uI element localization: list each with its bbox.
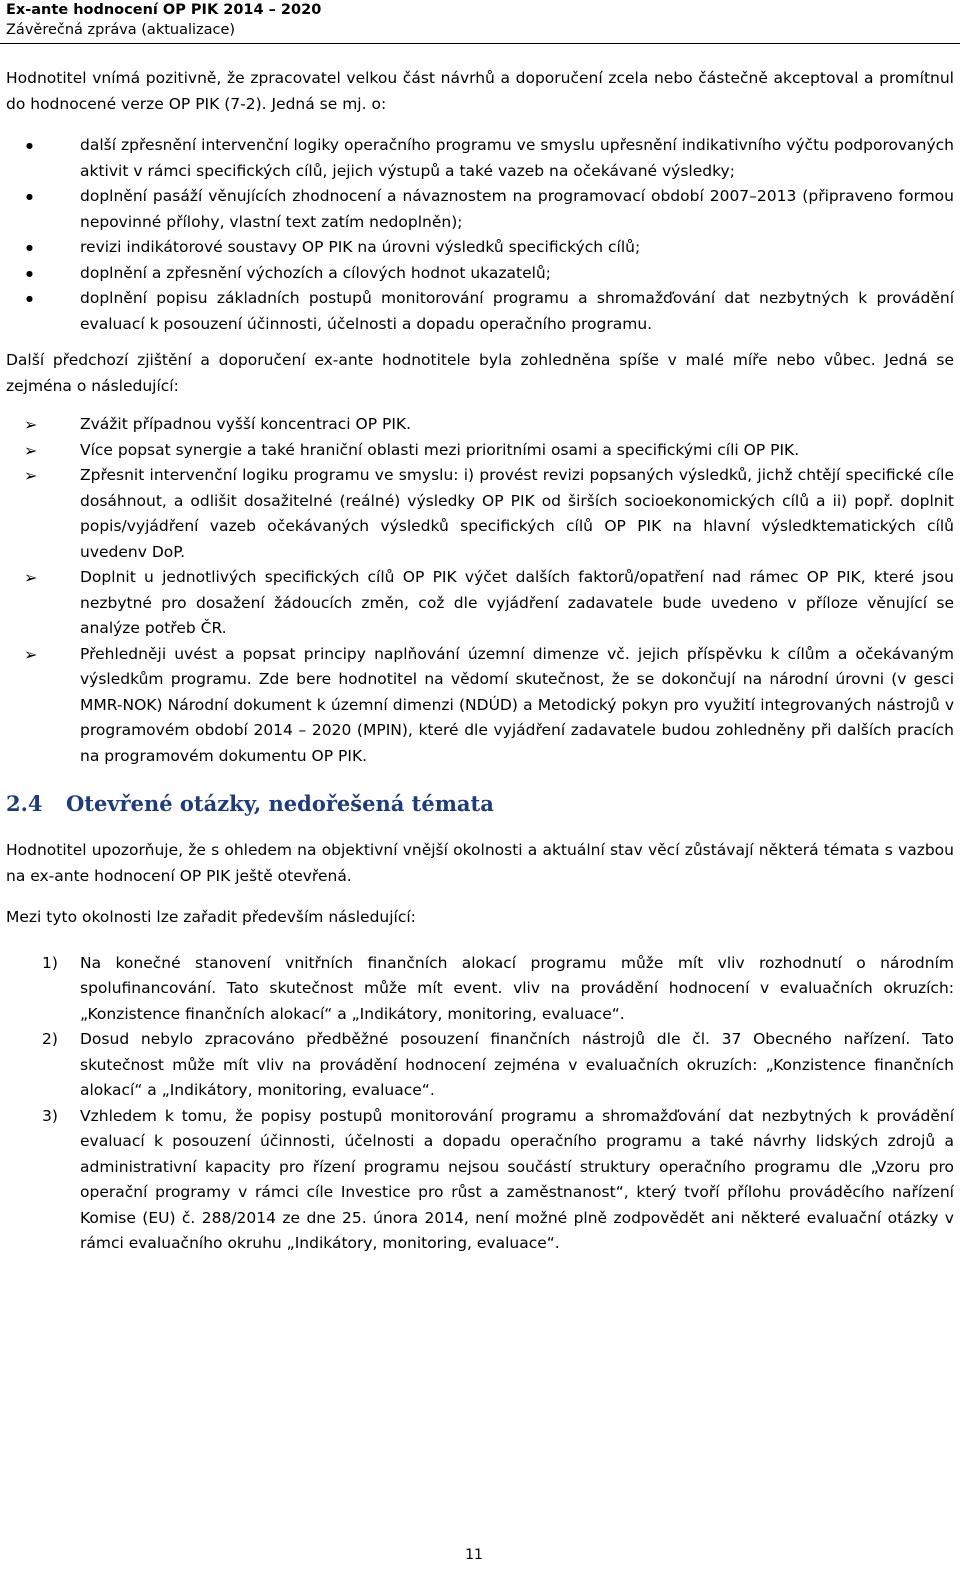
list-item [6,951,954,1028]
list-item: ● doplnění pasáží věnujících zhodnocení a návaznostem na programovací období 2007–2013 (připraveno formou nepovinné přílohy, vlastní text zatím nedoplněn); [6,184,954,235]
list-item: ➢ Více popsat synergie a také hraniční oblasti mezi prioritními osami a specifickými cíli OP PIK. [6,438,954,464]
item-number: 3) [42,1106,58,1125]
section-heading [6,790,954,818]
header-divider [0,43,960,44]
item-number: 2) [42,1030,58,1048]
list-item: ● revizi indikátorové soustavy OP PIK na úrovni výsledků specifických cílů; [6,235,954,261]
list-item [6,1027,954,1104]
item-text: Na konečné stanovení vnitřních finančních alokací programu může mít vliv rozhodnutí o národním spolufinancování. Tato skutečnost může mít event. vliv na provádění hodnocení v evaluačních okruzích: „Konzistence finančních alokací“ a „Indikátory, monitoring, evaluace“. [80,953,954,1023]
other-list [6,412,954,769]
list-item: ● doplnění a zpřesnění výchozích a cílových hodnot ukazatelů; [6,261,954,287]
list-item: ➢ Přehledněji uvést a popsat principy naplňování územní dimenze vč. jejich příspěvku k cílům a očekávaným výsledkům programu. Zde bere hodnotitel na vědomí skutečnost, že se dokončují na národní úrovni (v gesci MMR-NOK) Národní dokument k územní dimenzi (NDÚD) a Metodický pokyn pro využití integrovaných nástrojů v programovém období 2014 – 2020 (MPIN), které dle vyjádření zadavatele budou zohledněny při dalších pracích na programovém dokumentu OP PIK. [6,642,954,770]
list-item: ➢ Doplnit u jednotlivých specifických cílů OP PIK výčet dalších faktorů/opatření nad rámec OP PIK, které jsou nezbytné pro dosažení žádoucích změn, což dle vyjádření zadavatele bude uvedeno v příloze věnující se analýze potřeb ČR. [6,565,954,642]
circumstances-intro: Mezi tyto okolnosti lze zařadit především následující: [6,908,416,926]
document-body [6,66,954,1257]
list-item: ● doplnění popisu základních postupů monitorování programu a shromažďování dat nezbytných k provádění evaluací k posouzení účinnosti, účelnosti a dopadu operačního programu. [6,286,954,337]
intro-paragraph: Hodnotitel vnímá pozitivně, že zpracovatel velkou část návrhů a doporučení zcela nebo částečně akceptoval a promítnul do hodnocené verze OP PIK (7-2). Jedná se mj. o: [6,69,954,113]
section-paragraph: Hodnotitel upozorňuje, že s ohledem na objektivní vnější okolnosti a aktuální stav věcí zůstávají některá témata s vazbou na ex-ante hodnocení OP PIK ještě otevřená. [6,841,954,885]
circumstances-list [6,951,954,1257]
list-item: ➢ Zpřesnit intervenční logiku programu ve smyslu: i) provést revizi popsaných výsledků, jichž chtějí specifické cíle dosáhnout, a odlišit dosažitelné (reálné) výsledky OP PIK od širších socioekonomických cílů a ii) popř. doplnit popis/vyjádření vazeb očekávaných výsledků specifických cílů OP PIK na hlavní výsledktematických cílů uvedenv DoP. [6,463,954,565]
section-title: Otevřené otázky, nedořešená témata [66,791,494,816]
section-number: 2.4 [6,791,43,816]
page-number: 11 [465,1547,483,1563]
item-text: Vzhledem k tomu, že popisy postupů monitorování programu a shromažďování dat nezbytných k provádění evaluací k posouzení účinnosti, účelnosti a dopadu operačního programu a také návrhy lidských zdrojů a administrativní kapacity pro řízení programu nejsou součástí struktury operačního programu dle „Vzoru pro operační programy v rámci cíle Investice pro růst a zaměstnanost“, který tvoří přílohu prováděcího nařízení Komise (EU) č. 288/2014 ze dne 25. února 2014, není možné plně zodpovědět ani některé evaluační otázky v rámci evaluačního okruhu „Indikátory, monitoring, evaluace“. [80,1106,954,1252]
header-title: Ex-ante hodnocení OP PIK 2014 – 2020 [6,2,322,18]
list-item: ● další zpřesnění intervenční logiky operačního programu ve smyslu upřesnění indikativního výčtu podporovaných aktivit v rámci specifických cílů, jejich výstupů a také vazeb na očekávané výsledky; [6,133,954,184]
page-header [6,0,321,40]
list-item: ➢ Zvážit případnou vyšší koncentraci OP PIK. [6,412,954,438]
accepted-list [6,133,954,337]
list-item [6,1104,954,1257]
item-text: Dosud nebylo zpracováno předběžné posouzení finančních nástrojů dle čl. 37 Obecného nařízení. Tato skutečnost může mít vliv na provádění hodnocení zejména v evaluačních okruzích: „Konzistence finančních alokací“ a „Indikátory, monitoring, evaluace“. [80,1030,954,1099]
item-number: 1) [42,953,58,972]
other-paragraph: Další předchozí zjištění a doporučení ex-ante hodnotitele byla zohledněna spíše v malé míře nebo vůbec. Jedná se zejména o následující: [6,351,954,395]
header-subtitle: Závěrečná zpráva (aktualizace) [6,22,236,38]
